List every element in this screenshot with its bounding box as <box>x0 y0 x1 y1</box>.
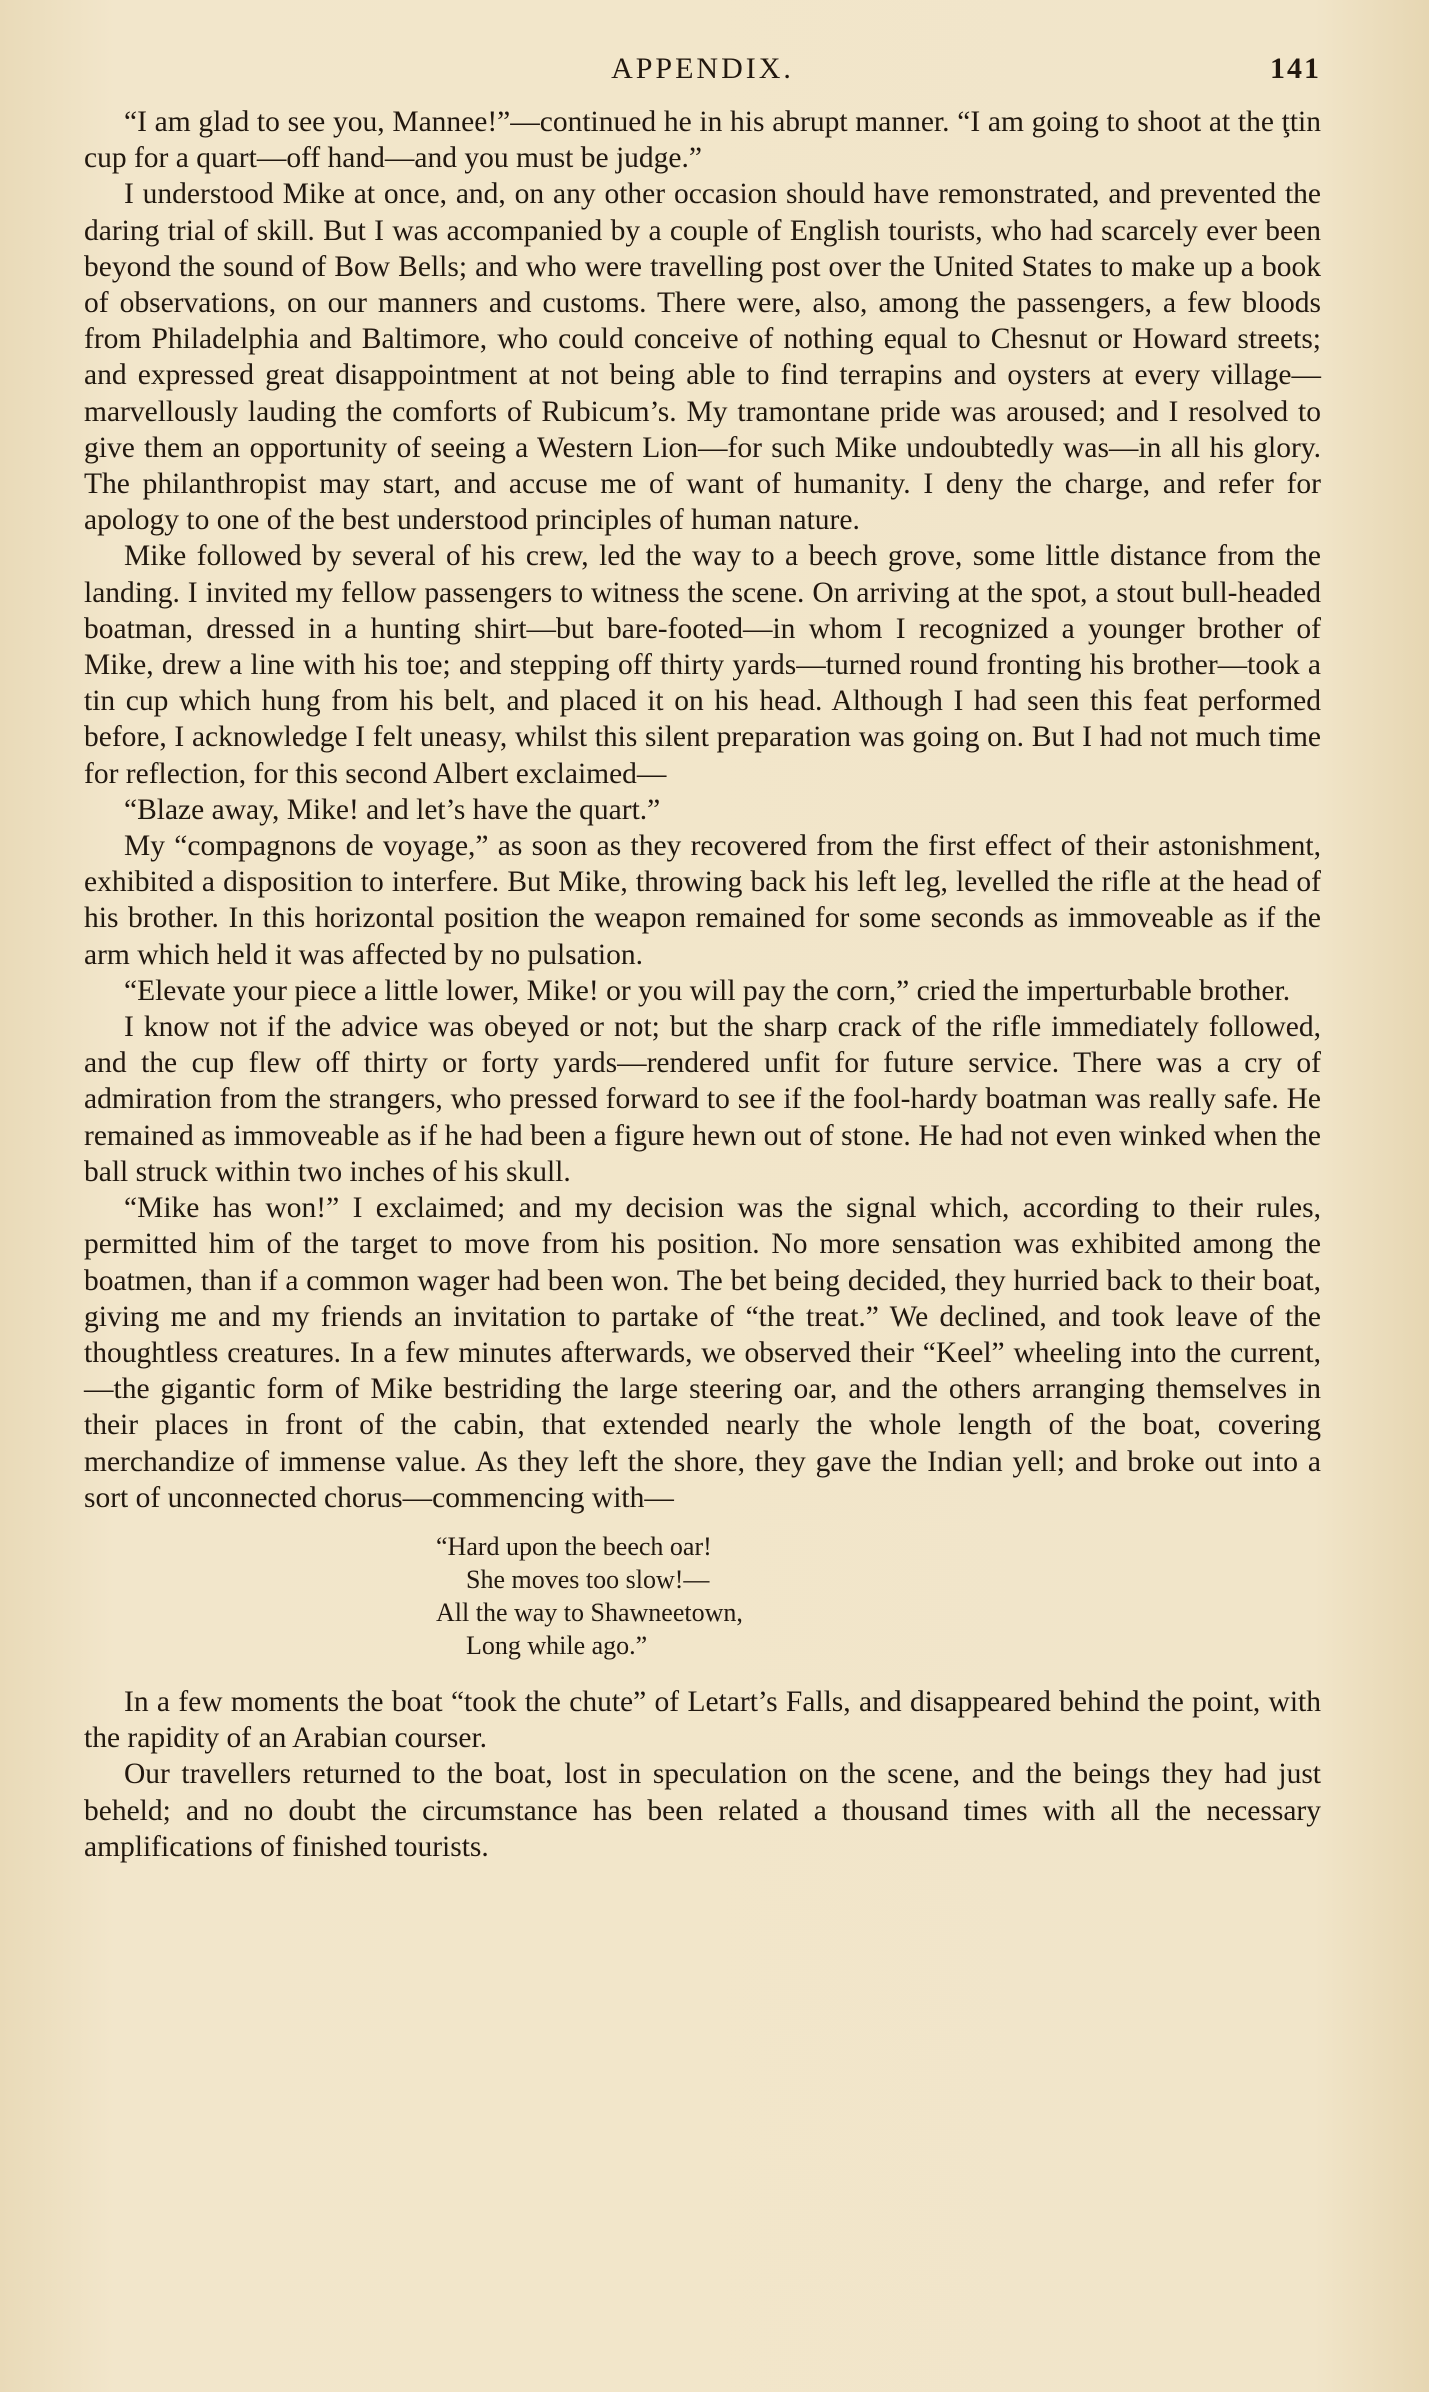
paragraph-5: My “compagnons de voyage,” as soon as they recovered from the first effect of their astonishment, exhibited a disposition to interfere. But Mike, throwing back his left leg, levelled the rifle at the head of his brother. In this horizontal position the weapon remained for some seconds as immoveable as if the arm which held it was affected by no pulsation. <box>84 830 1321 971</box>
paragraph-8: “Mike has won!” I exclaimed; and my decision was the signal which, according to their rules, permitted him of the target to move from his position. No more sensation was exhibited among the boatmen, than if a common wager had been won. The bet being decided, they hurried back to their boat, giving me and my friends an invitation to partake of “the treat.” We declined, and took leave of the thoughtless creatures. In a few minutes afterwards, we observed their “Keel” wheeling into the current,—the gigantic form of Mike bestriding the large steering oar, and the others arranging themselves in their places in front of the cabin, that extended nearly the whole length of the boat, covering merchandize of immense value. As they left the shore, they gave the Indian yell; and broke out into a sort of unconnected chorus—commencing with— <box>84 1192 1321 1514</box>
paragraph-7: I know not if the advice was obeyed or not; but the sharp crack of the rifle immediately followed, and the cup flew off thirty or forty yards—rendered unfit for future service. There was a cry of admiration from the strangers, who pressed forward to see if the fool-hardy boatman was really safe. He remained as immoveable as if he had been a figure hewn out of stone. He had not even winked when the ball struck within two inches of his skull. <box>84 1011 1321 1188</box>
paragraph-1: “I am glad to see you, Mannee!”—continued he in his abrupt manner. “I am going to shoot at the ţtin cup for a quart—off hand—and you must be judge.” <box>84 106 1321 175</box>
running-head-title: APPENDIX. <box>611 52 794 85</box>
verse-line-1: “Hard upon the beech oar! <box>436 1531 712 1561</box>
running-head <box>84 44 1321 104</box>
paragraph-6: “Elevate your piece a little lower, Mike! or you will pay the corn,” cried the imperturbable brother. <box>124 974 1291 1007</box>
paragraph-9: In a few moments the boat “took the chute” of Letart’s Falls, and disappeared behind the point, with the rapidity of an Arabian courser. <box>84 1685 1321 1755</box>
body-text-closing <box>84 1684 1321 1865</box>
body-text <box>84 104 1321 1516</box>
paragraph-2: I understood Mike at once, and, on any other occasion should have remonstrated, and prevented the daring trial of skill. But I was accompanied by a couple of English tourists, who had scarcely ever been beyond the sound of Bow Bells; and who were travelling post over the United States to make up a book of observations, on our manners and customs. There were, also, among the passengers, a few bloods from Philadelphia and Baltimore, who could conceive of nothing equal to Chesnut or Howard streets; and expressed great disappointment at not being able to find terrapins and oysters at every village—marvellously lauding the comforts of Rubicum’s. My tramontane pride was aroused; and I resolved to give them an opportunity of seeing a Western Lion—for such Mike undoubtedly was—in all his glory. The philanthropist may start, and accuse me of want of humanity. I deny the charge, and refer for apology to one of the best understood principles of human nature. <box>84 178 1321 537</box>
paragraph-10: Our travellers returned to the boat, lost in speculation on the scene, and the beings they had just beheld; and no doubt the circumstance has been related a thousand times with all the necessary amplifications of finished tourists. <box>84 1758 1321 1863</box>
verse-line-4: Long while ago.” <box>466 1630 648 1660</box>
paragraph-3: Mike followed by several of his crew, led the way to a beech grove, some little distance from the landing. I invited my fellow passengers to witness the scene. On arriving at the spot, a stout bull-headed boatman, dressed in a hunting shirt—but bare-footed—in whom I recognized a younger brother of Mike, drew a line with his toe; and stepping off thirty yards—turned round fronting his brother—took a tin cup which hung from his belt, and placed it on his head. Although I had seen this feat performed before, I acknowledge I felt uneasy, whilst this silent preparation was going on. But I had not much time for reflection, for this second Albert exclaimed— <box>84 540 1321 790</box>
verse-line-3: All the way to Shawneetown, <box>436 1597 743 1627</box>
page-number: 141 <box>1270 52 1321 85</box>
verse-line-2: She moves too slow!— <box>466 1564 710 1594</box>
paragraph-4: “Blaze away, Mike! and let’s have the quart.” <box>124 793 661 826</box>
song-verse <box>84 1530 1321 1662</box>
